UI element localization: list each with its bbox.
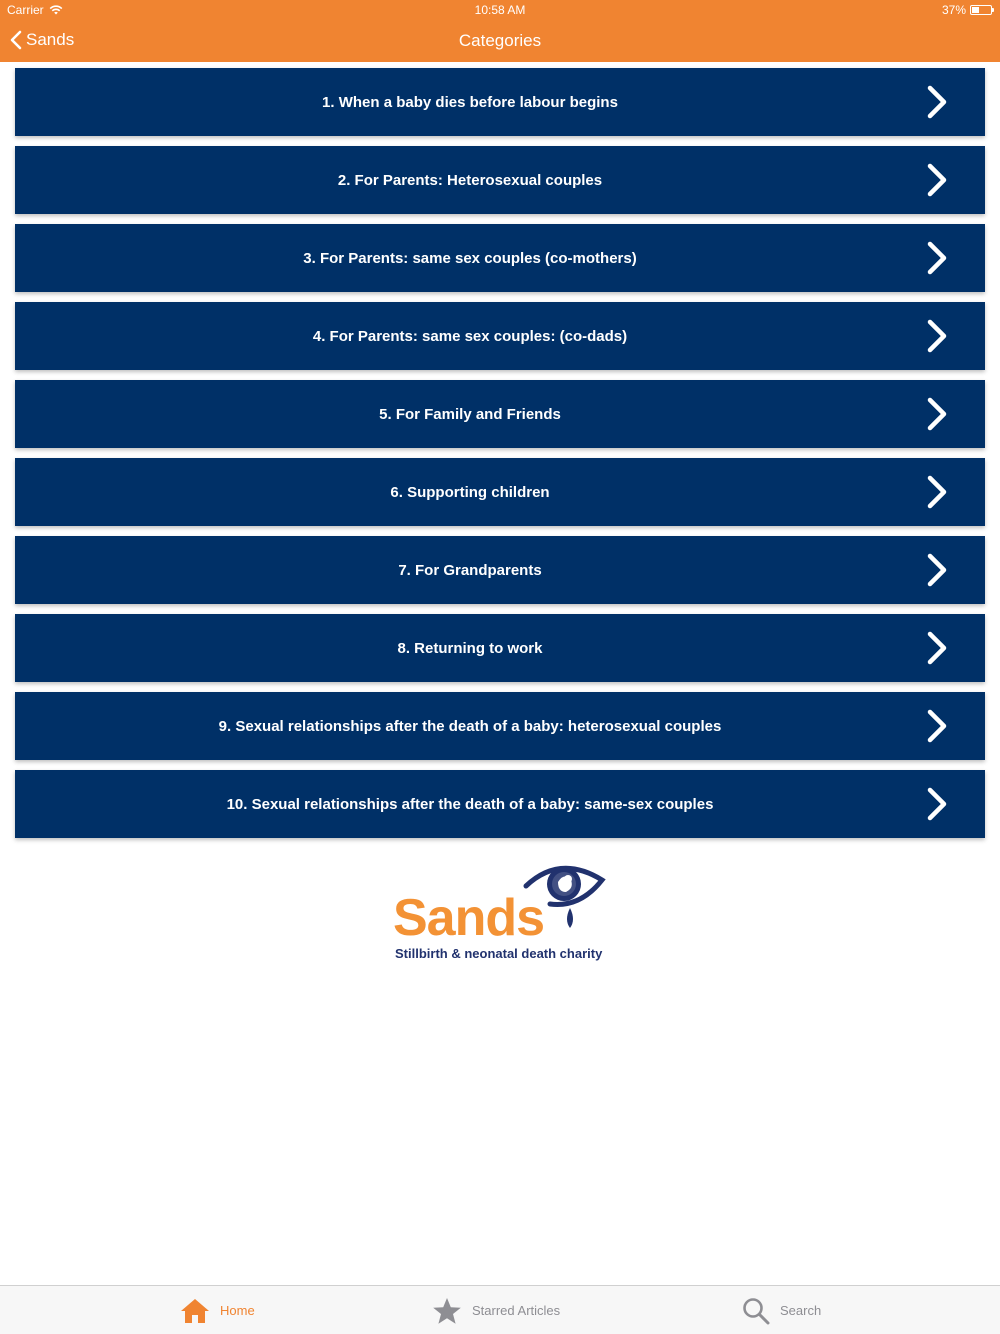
category-label: 6. Supporting children [390, 483, 550, 501]
chevron-right-icon [923, 162, 951, 198]
battery-fill [972, 7, 979, 13]
chevron-right-icon [923, 552, 951, 588]
tab-starred-label: Starred Articles [472, 1303, 561, 1318]
chevron-right-icon [923, 474, 951, 510]
logo-wordmark: Sands [393, 889, 545, 947]
sands-logo [393, 860, 608, 970]
tab-starred-articles[interactable] [432, 1286, 560, 1334]
category-label: 9. Sexual relationships after the death of a baby: heterosexual couples [218, 717, 722, 735]
category-label: 2. For Parents: Heterosexual couples [337, 171, 603, 189]
category-row[interactable] [15, 68, 985, 136]
category-label: 7. For Grandparents [398, 561, 542, 579]
chevron-right-icon [923, 318, 951, 354]
battery-indicator [942, 3, 992, 17]
navigation-bar [0, 22, 1000, 62]
category-label: 10. Sexual relationships after the death of a baby: same-sex couples [226, 795, 714, 813]
back-button-label: Sands [26, 30, 75, 49]
category-row[interactable] [15, 770, 985, 838]
chevron-right-icon [923, 786, 951, 822]
chevron-right-icon [923, 708, 951, 744]
star-icon [432, 1297, 462, 1325]
category-label: 1. When a baby dies before labour begins [322, 93, 618, 111]
category-row[interactable] [15, 146, 985, 214]
tab-home[interactable] [180, 1286, 255, 1334]
category-label: 8. Returning to work [397, 639, 543, 657]
eye-teardrop-icon [520, 860, 608, 934]
category-row[interactable] [15, 692, 985, 760]
search-icon [742, 1297, 770, 1325]
status-bar [0, 0, 1000, 20]
clock: 10:58 AM [474, 3, 526, 17]
tab-home-label: Home [220, 1303, 255, 1318]
carrier-label: Carrier [7, 3, 44, 17]
category-list [15, 68, 985, 848]
category-row[interactable] [15, 536, 985, 604]
category-row[interactable] [15, 302, 985, 370]
chevron-right-icon [923, 84, 951, 120]
chevron-right-icon [923, 240, 951, 276]
logo-tagline: Stillbirth & neonatal death charity [395, 946, 603, 961]
tab-search[interactable] [742, 1286, 821, 1334]
category-label: 5. For Family and Friends [379, 405, 561, 423]
home-icon [180, 1298, 210, 1324]
category-row[interactable] [15, 614, 985, 682]
page-title: Categories [458, 31, 542, 50]
chevron-right-icon [923, 630, 951, 666]
top-bar [0, 0, 1000, 62]
battery-percentage: 37% [941, 3, 966, 17]
battery-icon [970, 5, 992, 15]
category-label: 4. For Parents: same sex couples: (co-dads) [312, 327, 628, 345]
chevron-right-icon [923, 396, 951, 432]
tab-bar [0, 1285, 1000, 1334]
category-row[interactable] [15, 380, 985, 448]
category-label: 3. For Parents: same sex couples (co-mothers) [303, 249, 637, 267]
category-row[interactable] [15, 224, 985, 292]
tab-search-label: Search [780, 1303, 822, 1318]
category-row[interactable] [15, 458, 985, 526]
